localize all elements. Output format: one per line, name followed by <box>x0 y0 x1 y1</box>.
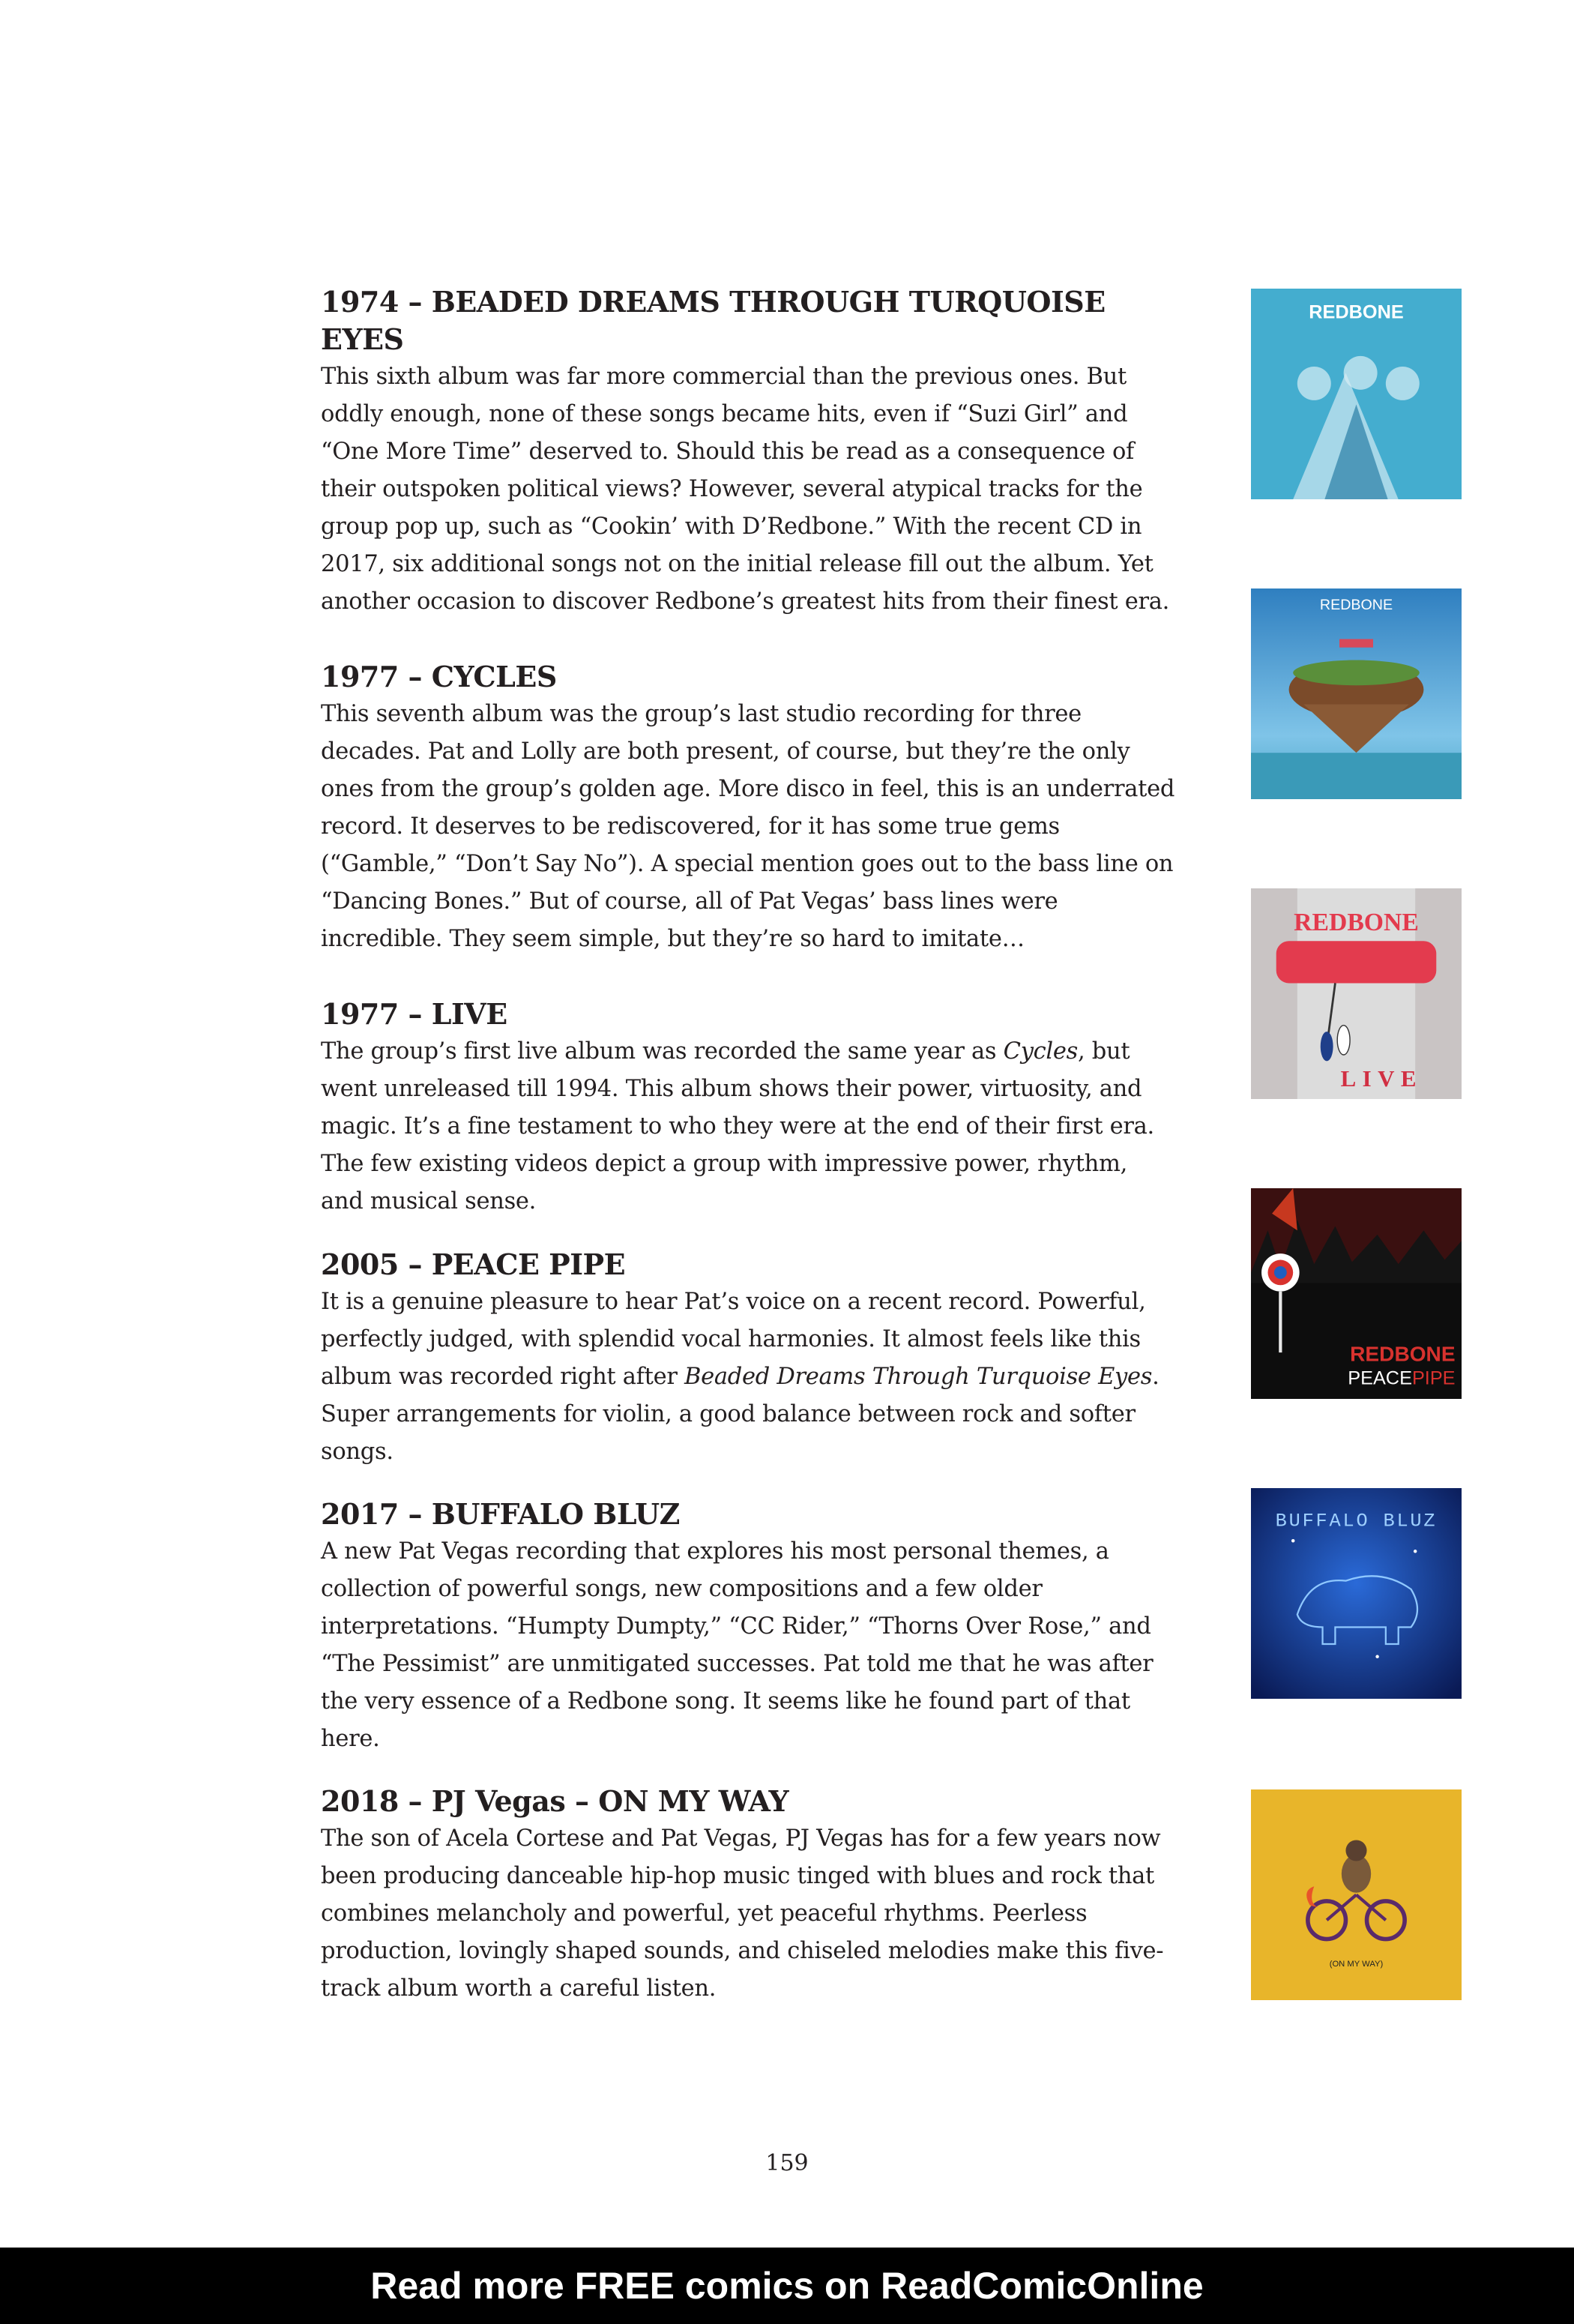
album-heading: 2017 – BUFFALO BLUZ <box>321 1497 680 1531</box>
album-heading: 2005 – PEACE PIPE <box>321 1247 626 1281</box>
page-number: 159 <box>765 2150 809 2176</box>
cover-title: REDBONE <box>1309 301 1404 323</box>
album-description: It is a genuine pleasure to hear Pat’s voice on a recent record. Powerful, perfectly judged, with splendid vocal harmonies. It almost feels like this album was recorded right after Beaded Dreams Through Turquoise Eyes. Super arrangements for violin, a good balance between rock and softer songs. <box>321 1289 1160 1465</box>
album-cover-beaded-dreams <box>1251 289 1462 499</box>
cover-title: REDBONE <box>1294 909 1419 937</box>
svg-text:PEACEPIPE <box>1348 1367 1455 1388</box>
album-cover-on-my-way <box>1251 1789 1462 2000</box>
album-heading: 2018 – PJ Vegas – ON MY WAY <box>321 1784 789 1818</box>
album-cover-buffalo-bluz <box>1251 1488 1462 1699</box>
album-cover-live <box>1251 888 1462 1099</box>
album-description: This sixth album was far more commercial than the previous ones. But oddly enough, none of these songs became hits, even if “Suzi Girl” and “One More Time” deserved to. Should this be read as a consequence of their outspoken political views? However, several atypical tracks for the group pop up, such as “Cookin’ with D’Redbone.” With the recent CD in 2017, six additional songs not on the initial release fill out the album. Yet another occasion to discover Redbone’s greatest hits from their finest era. <box>321 364 1170 615</box>
album-entry-peace-pipe <box>321 1246 1175 1471</box>
album-entry-buffalo-bluz <box>321 1496 1175 1758</box>
album-cover-cycles <box>1251 588 1462 799</box>
album-entry-on-my-way <box>321 1783 1175 2008</box>
album-heading: 1974 – BEADED DREAMS THROUGH TURQUOISE EYES <box>321 285 1106 356</box>
cover-subtitle-a: PEACE <box>1348 1367 1412 1389</box>
cover-title: (ON MY WAY) <box>1329 1960 1384 1969</box>
cover-title: BUFFALO BLUZ <box>1275 1510 1438 1532</box>
album-description: The son of Acela Cortese and Pat Vegas, PJ Vegas has for a few years now been producing danceable hip-hop music tinged with blues and rock that combines melancholy and powerful, yet peaceful rhythms. Peerless production, lovingly shaped sounds, and chiseled melodies make this five-track album worth a careful listen. <box>321 1825 1164 2002</box>
cover-subtitle-b: PIPE <box>1411 1367 1456 1389</box>
album-description: The group’s first live album was recorded the same year as Cycles, but went unreleased till 1994. This album shows their power, virtuosity, and magic. It’s a fine testament to who they were at the end of their first era. The few existing videos depict a group with impressive power, rhythm, and musical sense. <box>321 1038 1154 1214</box>
album-heading: 1977 – LIVE <box>321 997 507 1031</box>
album-description: This seventh album was the group’s last studio recording for three decades. Pat and Lolly are both present, of course, but they’re the only ones from the group’s golden age. More disco in feel, this is an underrated record. It deserves to be rediscovered, for it has some true gems (“Gamble,” “Don’t Say No”). A special mention goes out to the bass line on “Dancing Bones.” But of course, all of Pat Vegas’ bass lines were incredible. They seem simple, but they’re so hard to imitate… <box>321 701 1175 952</box>
cover-title: REDBONE <box>1350 1342 1456 1366</box>
album-entry-beaded-dreams <box>321 283 1175 621</box>
cover-title: REDBONE <box>1319 597 1393 614</box>
album-heading: 1977 – CYCLES <box>321 660 557 693</box>
album-description: A new Pat Vegas recording that explores his most personal themes, a collection of powerful songs, new compositions and a few older interpretations. “Humpty Dumpty,” “CC Rider,” “Thorns Over Rose,” and “The Pessimist” are unmitigated successes. Pat told me that he was after the very essence of a Redbone song. It seems like he found part of that here. <box>321 1538 1154 1752</box>
cover-subtitle: LIVE <box>1340 1065 1423 1092</box>
album-entry-live <box>321 996 1175 1220</box>
album-cover-peace-pipe <box>1251 1188 1462 1399</box>
promo-banner[interactable]: Read more FREE comics on ReadComicOnline <box>0 2248 1574 2324</box>
album-entry-cycles <box>321 658 1175 958</box>
